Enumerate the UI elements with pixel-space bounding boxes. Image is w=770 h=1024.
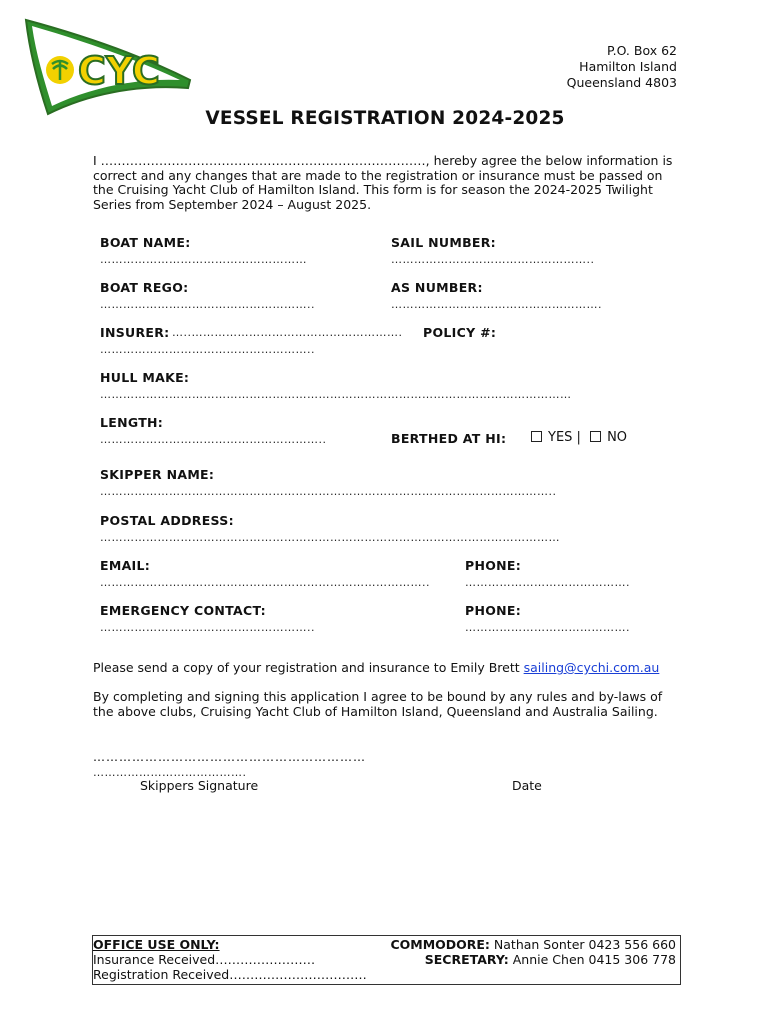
office-use-left [93, 937, 367, 982]
office-use-heading: OFFICE USE ONLY: [93, 937, 220, 952]
sail-number-label: SAIL NUMBER: [391, 235, 496, 250]
date-line[interactable]: …………………………………. [93, 766, 247, 779]
hull-make-field[interactable]: …………………………………………………………………………………………………………… [100, 388, 572, 401]
commodore-value: Nathan Sonter 0423 556 660 [489, 937, 676, 952]
phone-field[interactable]: ……………………………………. [465, 576, 630, 589]
insurance-received: Insurance Received…………………… [93, 952, 316, 967]
berthed-yes-label: YES | [548, 430, 581, 445]
email-field[interactable]: ………………………………………………………………………….. [100, 576, 430, 589]
emergency-phone-label: PHONE: [465, 603, 522, 618]
boat-name-field[interactable]: ……………………………………………… [100, 253, 307, 266]
club-address [567, 43, 677, 91]
boat-rego-field[interactable]: ……………………………………………….. [100, 298, 315, 311]
berthed-label: BERTHED AT HI: [391, 431, 507, 446]
logo-text: CYC [78, 49, 160, 93]
length-label: LENGTH: [100, 415, 164, 430]
phone-label: PHONE: [465, 558, 522, 573]
registration-received: Registration Received…………………………… [93, 967, 367, 982]
sail-number-field[interactable]: …………………………………………….. [391, 253, 595, 266]
postal-address-label: POSTAL ADDRESS: [100, 513, 234, 528]
commodore-label: COMMODORE: [390, 937, 490, 952]
date-label: Date [512, 778, 542, 793]
berthed-options [531, 430, 627, 445]
email-label: EMAIL: [100, 558, 151, 573]
send-copy-text [93, 661, 683, 676]
as-number-field[interactable]: ………………………………………………. [391, 298, 602, 311]
page-title: VESSEL REGISTRATION 2024-2025 [205, 108, 565, 129]
agreement-paragraph: By completing and signing this application I agree to be bound by any rules and by-laws of the above clubs, Cruising Yacht Club of Hamilton Island, Queensland and Australia Sailing. [93, 689, 663, 719]
berthed-no-label: NO [607, 430, 628, 445]
email-link[interactable]: sailing@cychi.com.au [523, 660, 660, 675]
secretary-value: Annie Chen 0415 306 778 [508, 952, 676, 967]
commodore-line [390, 937, 676, 952]
signature-line[interactable]: ……………………………………………………… [93, 750, 366, 764]
as-number-label: AS NUMBER: [391, 280, 483, 295]
office-use-right [390, 937, 676, 967]
address-line: Hamilton Island [579, 59, 677, 74]
emergency-contact-label: EMERGENCY CONTACT: [100, 603, 266, 618]
boat-name-label: BOAT NAME: [100, 235, 191, 250]
address-line: P.O. Box 62 [607, 43, 677, 58]
skipper-name-label: SKIPPER NAME: [100, 467, 215, 482]
hull-make-label: HULL MAKE: [100, 370, 190, 385]
postal-address-field[interactable]: ………………………………………………………………………………………………………… [100, 531, 560, 544]
signature-label: Skippers Signature [140, 778, 259, 793]
policy-label: POLICY #: [423, 325, 497, 340]
office-use-box [92, 935, 681, 985]
emergency-contact-field[interactable]: ……………………………………………….. [100, 621, 315, 634]
insurer-label: INSURER: [100, 325, 170, 340]
length-field[interactable]: ………………………………………………….. [100, 433, 327, 446]
address-line: Queensland 4803 [566, 75, 677, 90]
intro-paragraph: I ……………………………………………………………………, hereby agree the below information is correct and any changes that are made to the registration or insurance must be passed on the Cruising Yacht Club of Hamilton Island. This form is for season the 2024-2025 Twilight Series from September 2024 – August 2025. [93, 153, 673, 212]
skipper-name-field[interactable]: ……………………………………………………………………………………………………….. [100, 485, 557, 498]
secretary-line [390, 952, 676, 967]
berthed-no-checkbox[interactable] [590, 431, 601, 442]
emergency-phone-field[interactable]: ……………………………………. [465, 621, 630, 634]
boat-rego-label: BOAT REGO: [100, 280, 189, 295]
insurer-field[interactable]: …..………………………………………………. [172, 326, 403, 339]
berthed-yes-checkbox[interactable] [531, 431, 542, 442]
secretary-label: SECRETARY: [424, 952, 509, 967]
policy-field[interactable]: ……………………………………………….. [100, 343, 315, 356]
send-copy-label: Please send a copy of your registration and insurance to Emily Brett [93, 660, 524, 675]
